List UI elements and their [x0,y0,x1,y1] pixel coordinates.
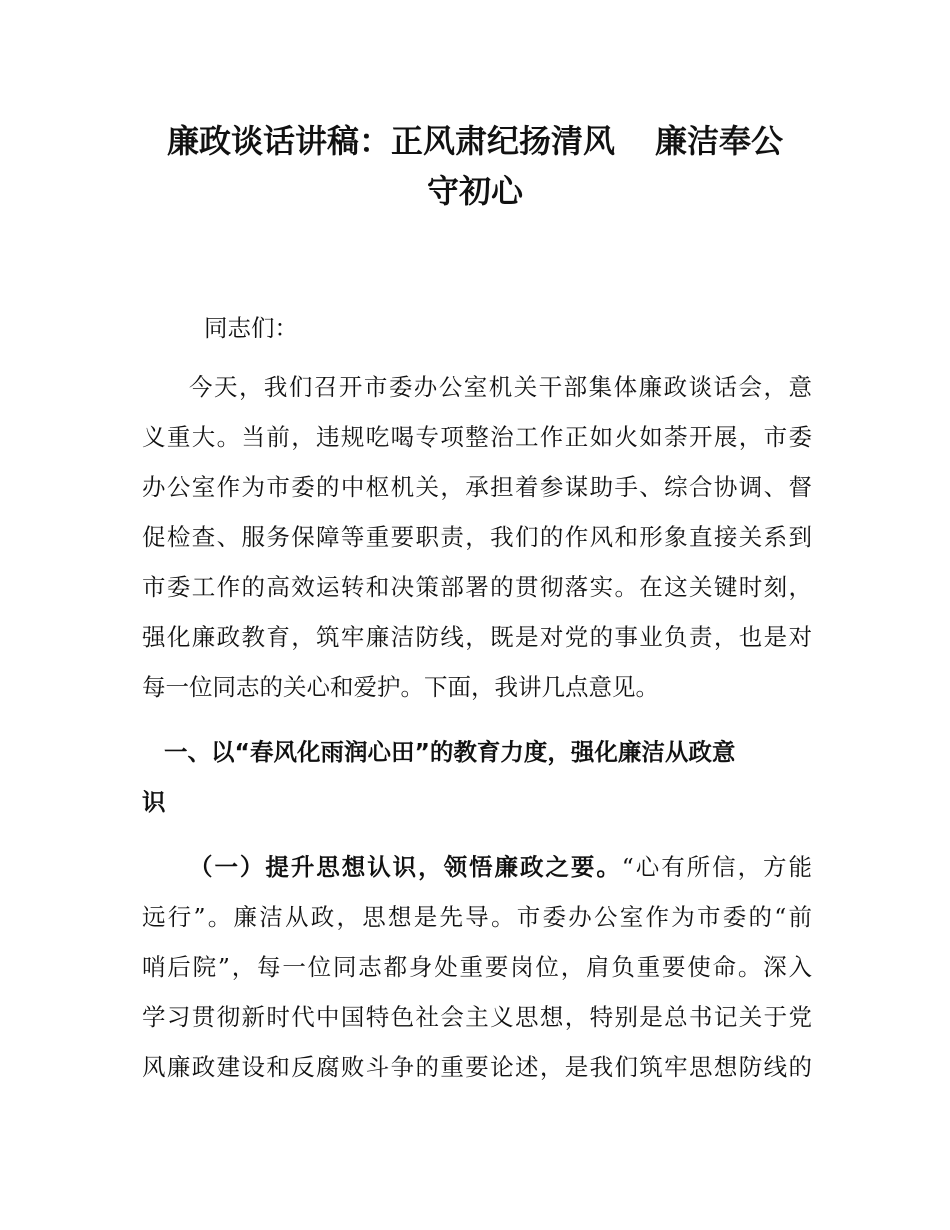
paragraph-line: 促检查、服务保障等重要职责，我们的作风和形象直接关系到 [142,523,812,551]
salutation: 同志们： [204,314,298,342]
paragraph-line: 哨后院”，每一位同志都身处重要岗位，肩负重要使命。深入 [142,953,812,981]
paragraph-line: 义重大。当前，违规吃喝专项整治工作正如火如荼开展，市委 [142,423,812,451]
subsection-1-lead: （一）提升思想认识，领悟廉政之要。 [189,853,622,881]
document-title-line-2: 守初心 [426,172,523,210]
section-1-heading [142,727,812,827]
subsection-1-lead-rest: “心有所信，方能 [621,853,812,881]
paragraph-line: 每一位同志的关心和爱护。下面，我讲几点意见。 [142,673,659,701]
subsection-1-paragraph [142,842,812,1092]
heading-line: 一、以“春风化雨润心田”的教育力度，强化廉洁从政意 [164,738,736,766]
paragraph-line: 远行”。廉洁从政，思想是先导。市委办公室作为市委的“前 [142,903,812,931]
title-part-2: 廉洁奉公 [655,122,784,160]
paragraph-line: 办公室作为市委的中枢机关，承担着参谋助手、综合协调、督 [142,473,812,501]
paragraph-line: 风廉政建设和反腐败斗争的重要论述，是我们筑牢思想防线的 [142,1053,812,1081]
heading-line: 识 [142,788,166,816]
paragraph-line [142,842,812,892]
paragraph-line: 学习贯彻新时代中国特色社会主义思想，特别是总书记关于党 [142,1003,812,1031]
paragraph-line: 市委工作的高效运转和决策部署的贯彻落实。在这关键时刻， [142,573,812,601]
paragraph-line: 强化廉政教育，筑牢廉洁防线，既是对党的事业负责，也是对 [142,623,812,651]
intro-paragraph [142,362,812,712]
title-part-1: 廉政谈话讲稿：正风肃纪扬清风 [166,122,615,160]
document-title-line-1 [140,117,810,165]
paragraph-line: 今天，我们召开市委办公室机关干部集体廉政谈话会，意 [189,373,812,401]
